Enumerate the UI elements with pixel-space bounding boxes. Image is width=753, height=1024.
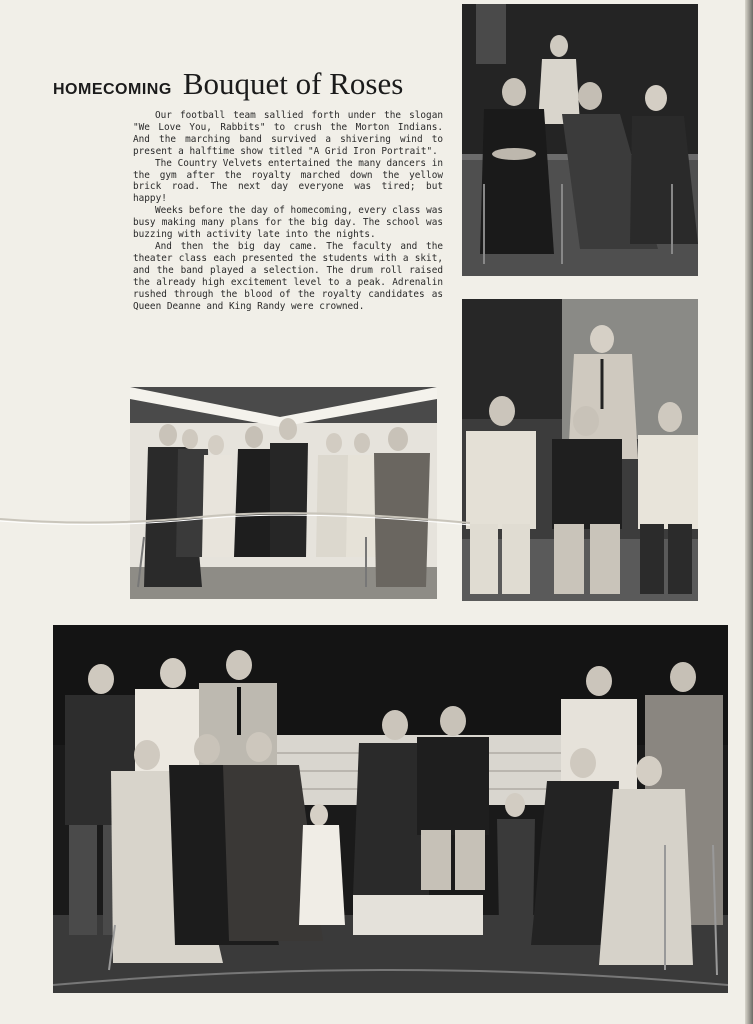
article-body: [133, 110, 443, 312]
paragraph: The Country Velvets entertained the many dancers in the gym after the royalty marched down the yellow brick road. The next day everyone was tired; but happy!: [133, 157, 443, 205]
paragraph: Weeks before the day of homecoming, every class was busy making many plans for the big day. The school was buzzing with activity late into the nights.: [133, 205, 443, 241]
photo-seated-candidates: [462, 4, 698, 276]
paragraph: Our football team sallied forth under the slogan "We Love You, Rabbits" to crush the Morton Indians. And the marching band survived a shivering wind to present a halftime show titled "A Grid Iron Portrait".: [133, 110, 443, 157]
photo-king-candidates: [462, 299, 698, 601]
section-label: HOMECOMING: [53, 81, 172, 98]
paragraph: And then the big day came. The faculty and the theater class each presented the students with a skit, and the band played a selection. The drum roll raised the already high excitement level to a peak. Adrenalin rushed through the blood of the royalty candidates as Queen Deanne and King Randy were crowned.: [133, 240, 443, 312]
article-heading: [53, 66, 453, 106]
article-title: Bouquet of Roses: [182, 66, 404, 101]
photo-royalty-court: [53, 625, 728, 993]
photo-stage-group: [130, 387, 437, 599]
page-edge: [745, 0, 753, 1024]
